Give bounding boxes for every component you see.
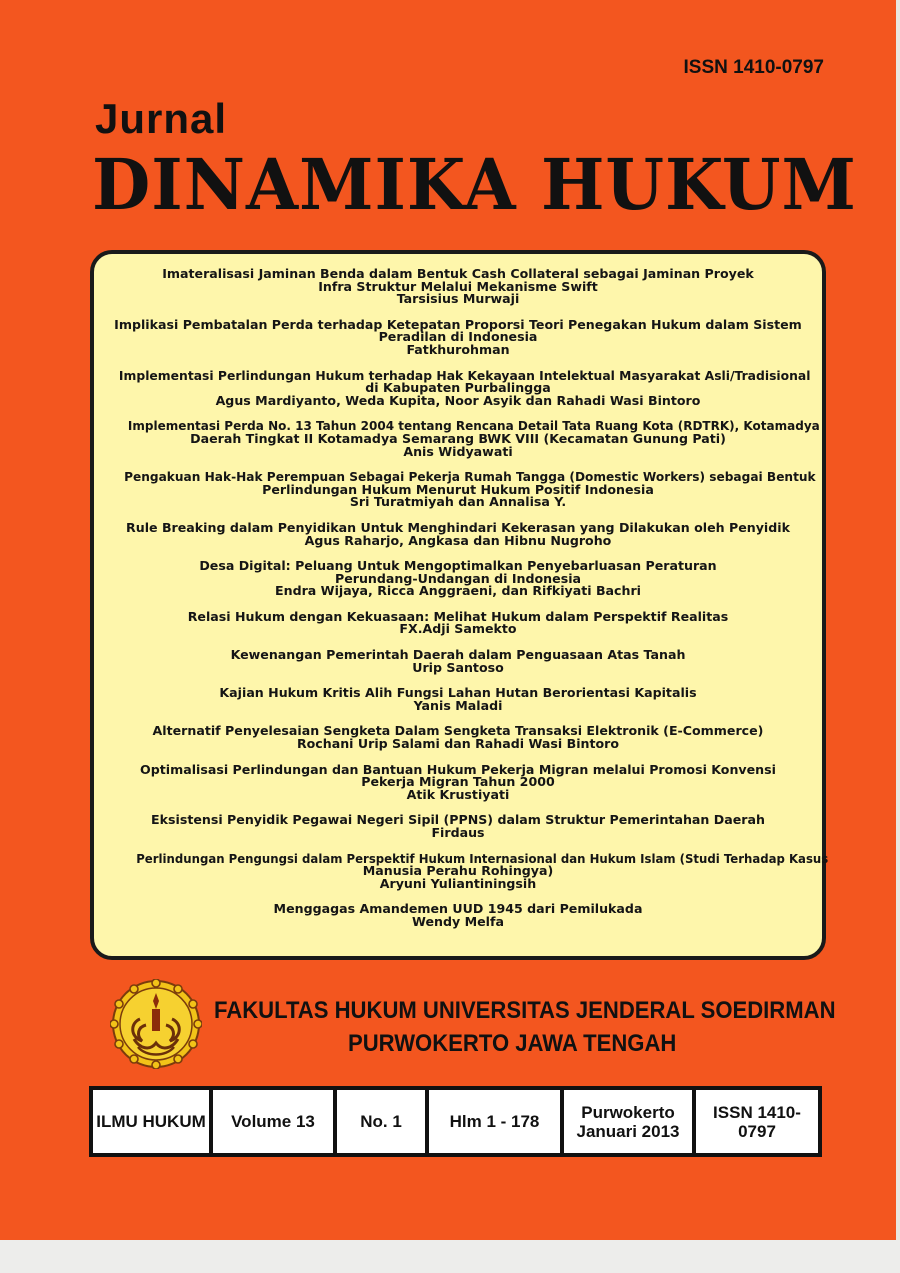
toc-entry <box>112 560 804 598</box>
toc-title-line: Desa Digital: Peluang Untuk Mengoptimalkan Penyebarluasan Peraturan <box>199 558 717 574</box>
faculty-block <box>110 975 836 1071</box>
toc-title-line: Peradilan di Indonesia <box>378 329 538 345</box>
toc-title-line: Daerah Tingkat II Kotamadya Semarang BWK VIII (Kecamatan Gunung Pati) <box>190 430 726 446</box>
toc-author: Rochani Urip Salami dan Rahadi Wasi Bintoro <box>296 736 620 752</box>
toc-author: Sri Turatmiyah dan Annalisa Y. <box>349 494 567 510</box>
faculty-name: FAKULTAS HUKUM UNIVERSITAS JENDERAL SOEDIRMAN <box>214 997 836 1024</box>
toc-title-line: Menggagas Amandemen UUD 1945 dari Pemilukada <box>273 901 643 917</box>
toc-entry <box>112 418 820 459</box>
toc-title-line: Perundang-Undangan di Indonesia <box>334 570 582 586</box>
issn-top: ISSN 1410-0797 <box>683 57 824 78</box>
number-cell: No. 1 <box>337 1090 425 1153</box>
toc-title-line: Implementasi Perlindungan Hukum terhadap Hak Kekayaan Intelektual Masyarakat Asli/Tradisional <box>118 367 811 383</box>
toc-title-line: Optimalisasi Perlindungan dan Bantuan Hukum Pekerja Migran melalui Promosi Konvensi <box>140 761 776 777</box>
toc-author: Anis Widyawati <box>403 443 513 459</box>
toc-title-line: Infra Struktur Melalui Mekanisme Swift <box>318 278 598 294</box>
toc-title-line: Perlindungan Hukum Menurut Hukum Positif Indonesia <box>262 481 654 497</box>
toc-entry <box>112 761 804 802</box>
toc-author: Wendy Melfa <box>412 913 504 929</box>
toc-entry <box>112 814 804 839</box>
toc-entry <box>112 469 816 510</box>
issue-info-bar <box>89 1086 822 1157</box>
journal-title: DINAMIKA HUKUM <box>92 143 857 226</box>
toc-author: Urip Santoso <box>412 659 504 675</box>
date-label: Januari 2013 <box>576 1121 680 1141</box>
toc-author: Firdaus <box>431 825 485 840</box>
toc-entry <box>112 850 829 891</box>
toc-author: Aryuni Yuliantiningsih <box>379 875 537 891</box>
toc-author: Yanis Maladi <box>413 697 503 713</box>
faculty-location: PURWOKERTO JAWA TENGAH <box>348 1030 677 1057</box>
toc-title-line: Manusia Perahu Rohingya) <box>362 863 554 879</box>
toc-entry <box>112 316 804 357</box>
scan-margin <box>0 1240 900 1273</box>
toc-entry <box>112 519 804 548</box>
toc-entry <box>112 268 804 306</box>
toc-title-line: Imateralisasi Jaminan Benda dalam Bentuk Cash Collateral sebagai Jaminan Proyek <box>162 266 754 281</box>
toc-entry <box>112 367 811 408</box>
toc-author: FX.Adji Samekto <box>399 621 517 637</box>
toc-title-line: Implementasi Perda No. 13 Tahun 2004 tentang Rencana Detail Tata Ruang Kota (RDTRK), Kotamadya <box>127 418 820 434</box>
toc-title-line: Alternatif Penyelesaian Sengketa Dalam Sengketa Transaksi Elektronik (E-Commerce) <box>152 723 764 739</box>
toc-author: Fatkhurohman <box>406 341 510 357</box>
toc-author: Tarsisius Murwaji <box>396 291 520 307</box>
toc-title-line: Pekerja Migran Tahun 2000 <box>361 774 555 790</box>
toc-entry <box>112 687 804 712</box>
toc-title-line: Kewenangan Pemerintah Daerah dalam Penguasaan Atas Tanah <box>230 647 686 663</box>
toc-title-line: Pengakuan Hak-Hak Perempuan Sebagai Pekerja Rumah Tangga (Domestic Workers) sebagai Bentuk <box>124 469 816 485</box>
field-cell: ILMU HUKUM <box>93 1090 209 1153</box>
toc-title-line: Relasi Hukum dengan Kekuasaan: Melihat Hukum dalam Perspektif Realitas <box>187 608 729 624</box>
pages-cell: Hlm 1 - 178 <box>429 1090 560 1153</box>
toc-entry <box>112 649 804 674</box>
journal-word: Jurnal <box>95 95 228 142</box>
toc-title-line: Eksistensi Penyidik Pegawai Negeri Sipil (PPNS) dalam Struktur Pemerintahan Daerah <box>151 812 765 828</box>
toc-title-line: Kajian Hukum Kritis Alih Fungsi Lahan Hutan Berorientasi Kapitalis <box>219 685 697 701</box>
toc-author: Agus Mardiyanto, Weda Kupita, Noor Asyik dan Rahadi Wasi Bintoro <box>215 392 701 408</box>
toc-title-line: Perlindungan Pengungsi dalam Perspektif Hukum Internasional dan Hukum Islam (Studi Terhadap Kasus <box>136 850 829 866</box>
toc-entry <box>112 608 804 637</box>
toc-title-line: Rule Breaking dalam Penyidikan Untuk Menghindari Kekerasan yang Dilakukan oleh Penyidik <box>126 519 790 535</box>
toc-title-line: di Kabupaten Purbalingga <box>365 380 551 396</box>
toc-entry <box>112 903 804 928</box>
volume-cell: Volume 13 <box>213 1090 333 1153</box>
place-date-cell <box>564 1090 692 1153</box>
toc-author: Endra Wijaya, Ricca Anggraeni, dan Rifkiyati Bachri <box>275 583 641 599</box>
table-of-contents <box>90 250 829 960</box>
toc-title-line: Implikasi Pembatalan Perda terhadap Ketepatan Proporsi Teori Penegakan Hukum dalam Sistem <box>114 316 802 332</box>
city-label: Purwokerto <box>581 1102 675 1122</box>
toc-author: Atik Krustiyati <box>406 786 510 802</box>
toc-author: Agus Raharjo, Angkasa dan Hibnu Nugroho <box>304 532 612 548</box>
toc-entry <box>112 725 804 750</box>
issn-cell: ISSN 1410-0797 <box>696 1090 818 1153</box>
university-emblem-icon <box>110 979 202 1069</box>
